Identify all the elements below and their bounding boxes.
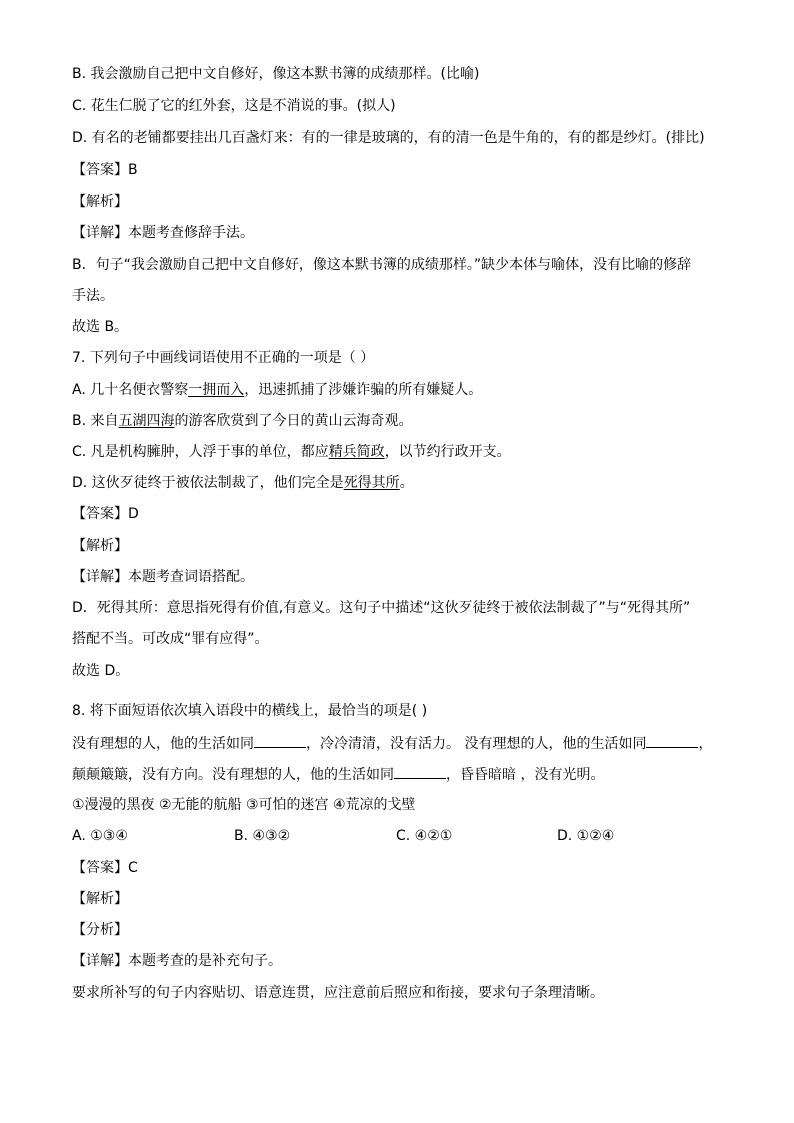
q7-option-a-pre: A. 几十名便衣警察 — [72, 382, 189, 398]
q8-passage-1b: ，冷冷清清，没有活力。 没有理想的人，他的生活如同 — [306, 736, 647, 752]
q7-option-c — [72, 442, 511, 462]
q8-option-b: B. ④③② — [234, 828, 291, 844]
q7-option-c-underlined: 精兵简政 — [328, 444, 385, 460]
q7-option-a-underlined: 一拥而入 — [188, 382, 245, 398]
q6-conclusion: 故选 B。 — [72, 319, 129, 335]
q7-option-d-pre: D. 这伙歹徒终于被依法制裁了，他们完全是 — [72, 475, 344, 491]
q8-passage-2a: 颠颠簸簸，没有方向。没有理想的人，他的生活如同 — [72, 767, 394, 783]
q8-fenxi-heading: 【分析】 — [72, 922, 128, 938]
q7-answer: 【答案】D — [72, 506, 139, 522]
q6-detail: 【详解】本题考查修辞手法。 — [72, 225, 254, 241]
q8-option-d: D. ①②④ — [557, 828, 615, 844]
fill-blank-2 — [646, 733, 698, 748]
q7-option-c-post: ，以节约行政开支。 — [384, 444, 511, 460]
q7-explanation-line-1: D．死得其所：意思指死得有价值,有意义。这句子中描述“这伙歹徒终于被依法制裁了”与“死得其所” — [72, 600, 691, 616]
q7-analysis-heading: 【解析】 — [72, 538, 128, 554]
q8-phrase-list: ①漫漫的黑夜 ②无能的航船 ③可怕的迷宫 ④荒凉的戈壁 — [72, 797, 416, 813]
q7-option-b-underlined: 五湖四海 — [118, 413, 175, 429]
q8-passage-1c: ， — [698, 736, 713, 752]
q7-option-a — [72, 380, 482, 400]
q8-option-c: C. ④②① — [396, 828, 453, 844]
fill-blank-1 — [254, 733, 306, 748]
q6-explanation-line-2: 手法。 — [72, 288, 114, 304]
q8-detail: 【详解】本题考查的是补充句子。 — [72, 953, 282, 969]
q6-explanation-line-1: B．句子“我会激励自己把中文自修好，像这本默书簿的成绩那样。”缺少本体与喻体，没有比喻的修辞 — [72, 257, 692, 273]
fill-blank-3 — [394, 764, 446, 779]
q7-conclusion: 故选 D。 — [72, 663, 130, 679]
q8-option-a: A. ①③④ — [72, 828, 128, 844]
q8-answer: 【答案】C — [72, 860, 138, 876]
q7-option-b-post: 的游客欣赏到了今日的黄山云海奇观。 — [174, 413, 413, 429]
q7-option-d-underlined: 死得其所 — [343, 475, 400, 491]
q8-passage-line-2 — [72, 764, 604, 785]
q6-option-b: B. 我会激励自己把中文自修好，像这本默书簿的成绩那样。(比喻) — [72, 66, 480, 82]
q7-option-b — [72, 411, 413, 431]
q7-option-b-pre: B. 来自 — [72, 413, 119, 429]
q8-passage-2b: ，昏昏暗暗 ，没有光明。 — [446, 767, 605, 783]
q7-option-c-pre: C. 凡是机构臃肿，人浮于事的单位，都应 — [72, 444, 329, 460]
q7-question: 7. 下列句子中画线词语使用不正确的一项是（ ） — [72, 350, 375, 366]
q6-analysis-heading: 【解析】 — [72, 194, 128, 210]
q7-detail: 【详解】本题考查词语搭配。 — [72, 569, 254, 585]
q8-analysis-heading: 【解析】 — [72, 891, 128, 907]
q8-passage-line-1 — [72, 733, 712, 754]
q6-option-c: C. 花生仁脱了它的红外套，这是不消说的事。(拟人) — [72, 98, 396, 114]
q7-option-d — [72, 473, 414, 493]
q7-option-d-post: 。 — [399, 475, 414, 491]
q8-passage-1a: 没有理想的人，他的生活如同 — [72, 736, 254, 752]
q6-answer: 【答案】B — [72, 162, 138, 178]
q6-option-d: D. 有名的老铺都要挂出几百盏灯来：有的一律是玻璃的，有的清一色是牛角的，有的都是纱灯。(排比) — [72, 130, 705, 146]
q8-question: 8. 将下面短语依次填入语段中的横线上，最恰当的项是( ) — [72, 703, 428, 719]
q7-explanation-line-2: 搭配不当。可改成“罪有应得”。 — [72, 631, 269, 647]
q7-option-a-post: ，迅速抓捕了涉嫌诈骗的所有嫌疑人。 — [244, 382, 483, 398]
q8-explanation: 要求所补写的句子内容贴切、语意连贯，应注意前后照应和衔接，要求句子条理清晰。 — [72, 985, 604, 1001]
